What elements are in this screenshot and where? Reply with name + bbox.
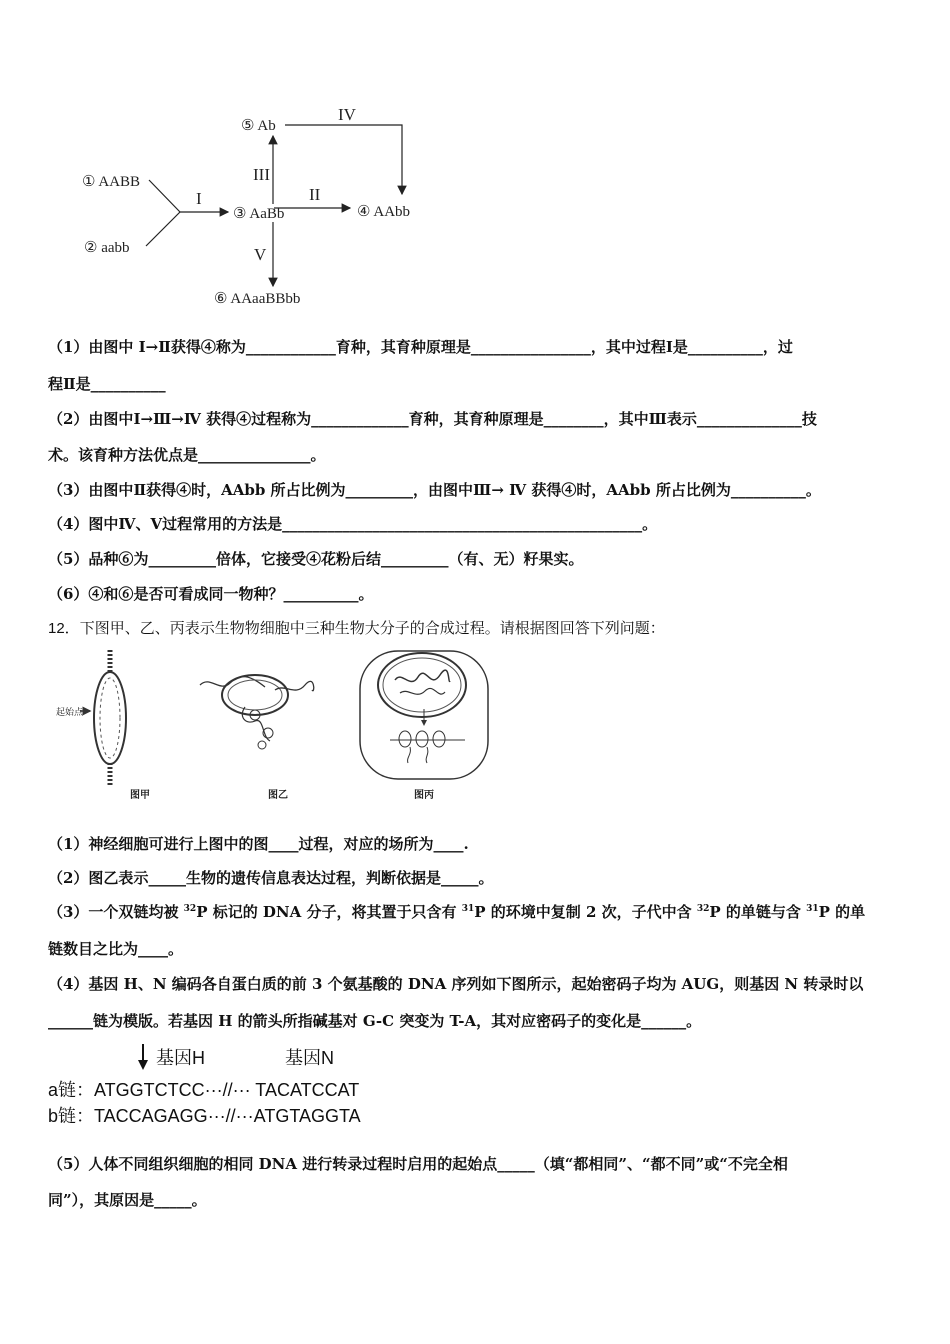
q12-stem-text: 下图甲、乙、丙表示生物物细胞中三种生物大分子的合成过程。请根据图回答下列问题： bbox=[79, 619, 665, 637]
q11-part4: （4）图中Ⅳ、Ⅴ过程常用的方法是________________________________________________。 bbox=[48, 515, 658, 533]
node-3-aabb: ③ AaBb bbox=[233, 206, 285, 222]
q12-p3-sup32: 32 bbox=[183, 904, 197, 914]
q12-part5-line1: （5）人体不同组织细胞的相同 DNA 进行转录过程时启用的起始点_____（填“都相同”、“都不同”或“不完全相 bbox=[48, 1155, 788, 1173]
q12-part5-line2: 同”），其原因是_____。 bbox=[48, 1191, 207, 1209]
figure-yi-caption: 图乙 bbox=[268, 790, 288, 801]
mutation-arrow-icon bbox=[136, 1044, 150, 1072]
node-2-aabb: ② aabb bbox=[84, 240, 130, 256]
figure-yi-expression bbox=[200, 675, 314, 801]
line-2-to-junction bbox=[146, 212, 180, 246]
arrow-IV bbox=[285, 125, 402, 194]
node-5-ab: ⑤ Ab bbox=[241, 118, 276, 134]
q11-part2-line2: 术。该育种方法优点是_______________。 bbox=[48, 446, 326, 464]
gene-n-label: 基因N bbox=[285, 1048, 334, 1068]
label-V: V bbox=[254, 245, 267, 264]
q11-part1-line1: （1）由图中 Ⅰ→Ⅱ获得④称为____________育种，其育种原理是________________，其中过程Ⅰ是__________，过 bbox=[48, 338, 793, 356]
a-chain: a链：ATGGTCTCC···//··· TACATCCAT bbox=[48, 1080, 360, 1100]
q12-part4-line2: ______链为模版。若基因 H 的箭头所指碱基对 G-C 突变为 T-A，其对应密码子的变化是______。 bbox=[48, 1012, 702, 1030]
q12-p3-sup31b: 31 bbox=[806, 904, 819, 914]
figure-bing-cell bbox=[360, 651, 488, 801]
b-chain: b链：TACCAGAGG···//···ATGTAGGTA bbox=[48, 1106, 361, 1126]
q12-p3-sup31: 31 bbox=[461, 904, 475, 914]
q12-part3-line2: 链数目之比为____。 bbox=[48, 940, 184, 958]
q11-part5: （5）品种⑥为_________倍体，它接受④花粉后结_________（有、无）籽果实。 bbox=[48, 550, 584, 568]
breeding-diagram bbox=[70, 100, 450, 315]
figure-bing-caption: 图丙 bbox=[414, 790, 434, 801]
q11-part3: （3）由图中Ⅱ获得④时，AAbb 所占比例为_________，由图中Ⅲ→ Ⅳ 获得④时，AAbb 所占比例为__________。 bbox=[48, 481, 821, 499]
label-II: II bbox=[309, 185, 321, 204]
q12-part3-line1 bbox=[48, 901, 865, 922]
node-1-aabb: ① AABB bbox=[82, 174, 141, 190]
q12-p3-b: P 标记的 DNA 分子，将其置于只含有 bbox=[196, 903, 462, 921]
origin-label: 起始点 bbox=[56, 708, 84, 718]
q12-stem bbox=[48, 617, 665, 638]
q12-p3-d: P 的单链与含 bbox=[709, 903, 807, 921]
q12-part2: （2）图乙表示_____生物的遗传信息表达过程，判断依据是_____。 bbox=[48, 869, 494, 887]
q12-p3-a: （3）一个双链均被 bbox=[48, 903, 184, 921]
figure-jia-caption: 图甲 bbox=[130, 790, 150, 801]
synthesis-figures bbox=[50, 645, 510, 805]
line-1-to-junction bbox=[149, 180, 180, 212]
q11-part1-line2: 程Ⅱ是__________ bbox=[48, 375, 166, 393]
q11-part6: （6）④和⑥是否可看成同一物种？__________。 bbox=[48, 585, 374, 603]
q12-part4-line1: （4）基因 H、N 编码各自蛋白质的前 3 个氨基酸的 DNA 序列如下图所示，起始密码子均为 AUG，则基因 N 转录时以 bbox=[48, 975, 864, 993]
label-III: III bbox=[253, 165, 270, 184]
q12-number: 12． bbox=[48, 620, 80, 637]
q11-part2-line1: （2）由图中Ⅰ→Ⅲ→Ⅳ 获得④过程称为_____________育种，其育种原理是________，其中Ⅲ表示______________技 bbox=[48, 410, 817, 428]
gene-sequence-figure bbox=[48, 1040, 388, 1130]
label-I: I bbox=[196, 189, 202, 208]
q12-p3-c: P 的环境中复制 2 次，子代中含 bbox=[474, 903, 697, 921]
q12-p3-sup32b: 32 bbox=[696, 904, 710, 914]
figure-jia-replication bbox=[56, 650, 150, 801]
q12-part1: （1）神经细胞可进行上图中的图____过程，对应的场所为____. bbox=[48, 835, 469, 853]
node-6-aaaabbbb: ⑥ AAaaBBbb bbox=[214, 291, 301, 307]
q12-p3-e: P 的单 bbox=[818, 903, 866, 921]
gene-h-label: 基因H bbox=[156, 1048, 205, 1068]
node-4-aabb: ④ AAbb bbox=[357, 204, 411, 220]
label-IV: IV bbox=[338, 105, 356, 124]
